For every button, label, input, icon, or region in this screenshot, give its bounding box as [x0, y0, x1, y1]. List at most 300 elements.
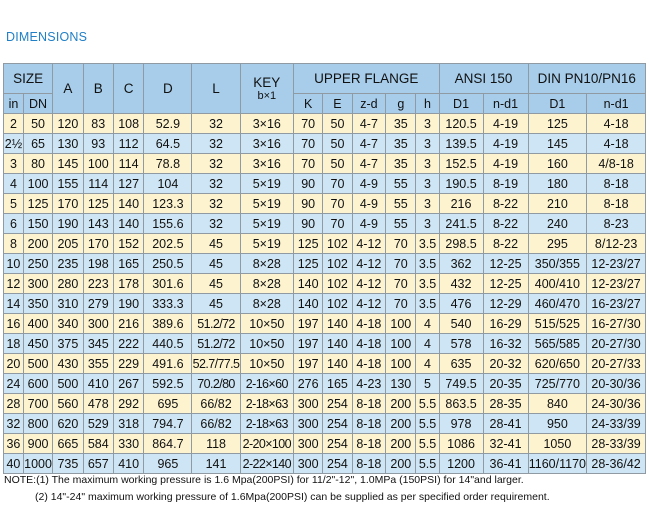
table-cell: 28-41	[483, 414, 528, 434]
table-cell: 4	[416, 354, 439, 374]
subheader-h: h	[416, 94, 439, 114]
table-cell: 51.2/72	[192, 314, 240, 334]
table-cell: 32	[192, 154, 240, 174]
table-cell: 333.3	[144, 294, 192, 314]
note-1: NOTE:(1) The maximum working pressure is 1.6 Mpa(200PSI) for 11/2"-12", 1.0MPa (150PSI) for 14"and larger.	[4, 474, 524, 486]
table-cell: 70	[386, 254, 416, 274]
table-cell: 3×16	[240, 114, 293, 134]
table-cell: 123.3	[144, 194, 192, 214]
table-cell: 3×16	[240, 154, 293, 174]
table-cell: 28-36/42	[587, 454, 646, 474]
table-cell: 190.5	[439, 174, 483, 194]
table-cell: 978	[439, 414, 483, 434]
table-cell: 140	[294, 294, 323, 314]
table-cell: 4-7	[352, 134, 386, 154]
table-cell: 112	[113, 134, 143, 154]
table-cell: 584	[83, 434, 113, 454]
table-cell: 4-18	[587, 114, 646, 134]
table-cell: 4-18	[352, 334, 386, 354]
subheader-in: in	[4, 94, 24, 114]
table-cell: 210	[528, 194, 587, 214]
table-cell: 267	[113, 374, 143, 394]
table-cell: 5×19	[240, 214, 293, 234]
table-cell: 3	[416, 194, 439, 214]
table-row	[4, 154, 646, 174]
table-cell: 355	[83, 354, 113, 374]
table-cell: 3.5	[416, 234, 439, 254]
table-cell: 100	[386, 334, 416, 354]
table-cell: 16-32	[483, 334, 528, 354]
header-ansi: ANSI 150	[439, 64, 528, 94]
table-cell: 66/82	[192, 394, 240, 414]
table-cell: 254	[323, 454, 352, 474]
table-cell: 52.7/77.5	[192, 354, 240, 374]
table-cell: 1050	[528, 434, 587, 454]
table-cell: 254	[323, 414, 352, 434]
table-cell: 155.6	[144, 214, 192, 234]
table-cell: 5×19	[240, 194, 293, 214]
table-cell: 100	[386, 354, 416, 374]
table-cell: 229	[113, 354, 143, 374]
table-cell: 28-35	[483, 394, 528, 414]
table-cell: 800	[23, 414, 52, 434]
table-cell: 16-27/30	[587, 314, 646, 334]
table-cell: 145	[528, 134, 587, 154]
table-cell: 4-9	[352, 174, 386, 194]
table-cell: 620/650	[528, 354, 587, 374]
table-cell: 36	[4, 434, 24, 454]
table-cell: 70	[294, 114, 323, 134]
table-cell: 165	[113, 254, 143, 274]
table-cell: 120	[53, 114, 83, 134]
table-cell: 145	[53, 154, 83, 174]
table-cell: 216	[113, 314, 143, 334]
table-cell: 205	[53, 234, 83, 254]
table-cell: 4-12	[352, 274, 386, 294]
table-cell: 8/12-23	[587, 234, 646, 254]
table-row	[4, 134, 646, 154]
table-cell: 410	[113, 454, 143, 474]
table-cell: 478	[83, 394, 113, 414]
table-cell: 100	[386, 314, 416, 334]
table-cell: 389.6	[144, 314, 192, 334]
table-cell: 12-23/27	[587, 254, 646, 274]
table-cell: 8×28	[240, 294, 293, 314]
table-cell: 345	[83, 334, 113, 354]
table-cell: 200	[386, 414, 416, 434]
table-cell: 152.5	[439, 154, 483, 174]
table-cell: 330	[113, 434, 143, 454]
table-cell: 35	[386, 154, 416, 174]
table-cell: 102	[323, 274, 352, 294]
table-cell: 28-33/39	[587, 434, 646, 454]
table-cell: 64.5	[144, 134, 192, 154]
table-cell: 12-23/27	[587, 274, 646, 294]
table-cell: 35	[386, 114, 416, 134]
table-cell: 2-18×63	[240, 414, 293, 434]
table-cell: 114	[83, 174, 113, 194]
table-row	[4, 414, 646, 434]
table-cell: 16	[4, 314, 24, 334]
header-b: B	[83, 64, 113, 114]
table-cell: 2-20×100	[240, 434, 293, 454]
table-cell: 55	[386, 194, 416, 214]
table-cell: 529	[83, 414, 113, 434]
table-cell: 4-23	[352, 374, 386, 394]
table-cell: 700	[23, 394, 52, 414]
table-cell: 170	[83, 234, 113, 254]
table-cell: 178	[113, 274, 143, 294]
table-cell: 16-23/27	[587, 294, 646, 314]
table-cell: 8-18	[352, 414, 386, 434]
table-cell: 340	[53, 314, 83, 334]
table-cell: 197	[294, 354, 323, 374]
table-row	[4, 214, 646, 234]
table-cell: 70	[386, 294, 416, 314]
table-cell: 70	[294, 134, 323, 154]
table-cell: 8×28	[240, 274, 293, 294]
table-cell: 8-22	[483, 194, 528, 214]
subheader-z-d: z-d	[352, 94, 386, 114]
table-cell: 235	[53, 254, 83, 274]
table-row	[4, 354, 646, 374]
table-cell: 362	[439, 254, 483, 274]
table-cell: 90	[294, 214, 323, 234]
header-a: A	[53, 64, 83, 114]
table-cell: 8	[4, 234, 24, 254]
table-cell: 4-7	[352, 114, 386, 134]
table-cell: 8×28	[240, 254, 293, 274]
table-cell: 190	[53, 214, 83, 234]
table-cell: 592.5	[144, 374, 192, 394]
table-cell: 8-18	[587, 194, 646, 214]
table-cell: 635	[439, 354, 483, 374]
table-cell: 70	[386, 274, 416, 294]
table-cell: 1200	[439, 454, 483, 474]
table-cell: 298.5	[439, 234, 483, 254]
table-cell: 45	[192, 254, 240, 274]
subheader-g: g	[386, 94, 416, 114]
table-cell: 216	[439, 194, 483, 214]
table-cell: 32	[4, 414, 24, 434]
header-key-label: KEY	[253, 75, 281, 90]
table-cell: 200	[386, 434, 416, 454]
table-cell: 4	[416, 334, 439, 354]
table-cell: 2-22×140	[240, 454, 293, 474]
table-cell: 140	[294, 274, 323, 294]
table-cell: 8-18	[352, 434, 386, 454]
table-cell: 350/355	[528, 254, 587, 274]
table-row	[4, 114, 646, 134]
table-cell: 66/82	[192, 414, 240, 434]
table-cell: 80	[23, 154, 52, 174]
table-row	[4, 294, 646, 314]
table-cell: 108	[113, 114, 143, 134]
table-cell: 254	[323, 434, 352, 454]
table-cell: 50	[23, 114, 52, 134]
table-cell: 93	[83, 134, 113, 154]
table-cell: 1086	[439, 434, 483, 454]
table-cell: 300	[294, 434, 323, 454]
table-cell: 476	[439, 294, 483, 314]
table-cell: 241.5	[439, 214, 483, 234]
header-key	[240, 64, 293, 114]
table-cell: 197	[294, 334, 323, 354]
table-cell: 5	[416, 374, 439, 394]
table-cell: 160	[528, 154, 587, 174]
table-cell: 102	[323, 254, 352, 274]
table-cell: 104	[144, 174, 192, 194]
table-cell: 279	[83, 294, 113, 314]
table-cell: 300	[294, 454, 323, 474]
table-cell: 432	[439, 274, 483, 294]
table-cell: 202.5	[144, 234, 192, 254]
dimensions-table	[3, 63, 646, 474]
table-cell: 3	[416, 154, 439, 174]
table-cell: 10×50	[240, 314, 293, 334]
table-cell: 125	[83, 194, 113, 214]
subheader-e: E	[323, 94, 352, 114]
table-cell: 70	[323, 174, 352, 194]
table-cell: 250	[23, 254, 52, 274]
subheader-din-d1: D1	[528, 94, 587, 114]
table-cell: 165	[323, 374, 352, 394]
table-cell: 695	[144, 394, 192, 414]
table-cell: 2	[4, 114, 24, 134]
table-cell: 5.5	[416, 414, 439, 434]
table-cell: 10	[4, 254, 24, 274]
table-cell: 8-18	[587, 174, 646, 194]
table-cell: 4-18	[352, 354, 386, 374]
section-title: DIMENSIONS	[6, 30, 88, 44]
subheader-dn: DN	[23, 94, 52, 114]
table-cell: 8-19	[483, 174, 528, 194]
table-cell: 5	[4, 194, 24, 214]
table-cell: 190	[113, 294, 143, 314]
table-cell: 28	[4, 394, 24, 414]
table-cell: 130	[53, 134, 83, 154]
table-cell: 540	[439, 314, 483, 334]
table-cell: 565/585	[528, 334, 587, 354]
table-cell: 12-25	[483, 254, 528, 274]
table-cell: 600	[23, 374, 52, 394]
table-cell: 90	[294, 194, 323, 214]
table-cell: 127	[113, 174, 143, 194]
table-cell: 8-22	[483, 234, 528, 254]
table-cell: 3×16	[240, 134, 293, 154]
table-cell: 55	[386, 214, 416, 234]
table-cell: 155	[53, 174, 83, 194]
table-cell: 240	[528, 214, 587, 234]
header-din: DIN PN10/PN16	[528, 64, 645, 94]
table-row	[4, 254, 646, 274]
table-cell: 223	[83, 274, 113, 294]
table-cell: 2½	[4, 134, 24, 154]
table-cell: 5.5	[416, 454, 439, 474]
table-cell: 52.9	[144, 114, 192, 134]
table-cell: 200	[386, 394, 416, 414]
table-row	[4, 314, 646, 334]
table-row	[4, 194, 646, 214]
table-cell: 83	[83, 114, 113, 134]
table-cell: 125	[528, 114, 587, 134]
header-l: L	[192, 64, 240, 114]
table-cell: 140	[323, 354, 352, 374]
table-cell: 4-18	[352, 314, 386, 334]
table-cell: 197	[294, 314, 323, 334]
table-cell: 3	[416, 114, 439, 134]
table-cell: 50	[323, 154, 352, 174]
table-cell: 10×50	[240, 334, 293, 354]
header-size: SIZE	[4, 64, 53, 94]
table-cell: 118	[192, 434, 240, 454]
table-cell: 14	[4, 294, 24, 314]
table-cell: 102	[323, 294, 352, 314]
table-cell: 45	[192, 294, 240, 314]
table-cell: 180	[528, 174, 587, 194]
table-cell: 3	[416, 174, 439, 194]
notes	[4, 472, 550, 506]
table-cell: 32	[192, 174, 240, 194]
table-cell: 32	[192, 134, 240, 154]
table-cell: 150	[23, 214, 52, 234]
table-row	[4, 174, 646, 194]
table-cell: 6	[4, 214, 24, 234]
table-cell: 3.5	[416, 294, 439, 314]
table-cell: 5×19	[240, 174, 293, 194]
table-cell: 24	[4, 374, 24, 394]
table-cell: 12	[4, 274, 24, 294]
table-cell: 32-41	[483, 434, 528, 454]
table-cell: 375	[53, 334, 83, 354]
table-cell: 440.5	[144, 334, 192, 354]
table-row	[4, 274, 646, 294]
table-cell: 250.5	[144, 254, 192, 274]
table-cell: 141	[192, 454, 240, 474]
table-cell: 500	[53, 374, 83, 394]
table-cell: 45	[192, 234, 240, 254]
table-cell: 120.5	[439, 114, 483, 134]
table-cell: 4-19	[483, 114, 528, 134]
table-cell: 12-25	[483, 274, 528, 294]
table-cell: 139.5	[439, 134, 483, 154]
table-cell: 4-19	[483, 154, 528, 174]
table-cell: 515/525	[528, 314, 587, 334]
table-row	[4, 434, 646, 454]
table-cell: 295	[528, 234, 587, 254]
table-cell: 4-18	[587, 134, 646, 154]
table-cell: 254	[323, 394, 352, 414]
table-cell: 40	[4, 454, 24, 474]
table-cell: 578	[439, 334, 483, 354]
table-cell: 350	[23, 294, 52, 314]
table-cell: 620	[53, 414, 83, 434]
table-cell: 863.5	[439, 394, 483, 414]
table-cell: 2-18×63	[240, 394, 293, 414]
header-key-sub: b×1	[257, 90, 277, 102]
subheader-ansi-n-d1: n-d1	[483, 94, 528, 114]
table-cell: 400/410	[528, 274, 587, 294]
subheader-k: K	[294, 94, 323, 114]
table-cell: 45	[192, 274, 240, 294]
table-cell: 16-29	[483, 314, 528, 334]
table-cell: 125	[294, 234, 323, 254]
subheader-din-n-d1: n-d1	[587, 94, 646, 114]
table-cell: 5.5	[416, 394, 439, 414]
table-cell: 102	[323, 234, 352, 254]
table-cell: 12-29	[483, 294, 528, 314]
table-cell: 4/8-18	[587, 154, 646, 174]
table-cell: 4-12	[352, 254, 386, 274]
table-cell: 3.5	[416, 274, 439, 294]
table-cell: 36-41	[483, 454, 528, 474]
table-cell: 900	[23, 434, 52, 454]
table-cell: 125	[294, 254, 323, 274]
table-cell: 8-22	[483, 214, 528, 234]
table-cell: 840	[528, 394, 587, 414]
table-cell: 276	[294, 374, 323, 394]
table-cell: 70	[386, 234, 416, 254]
table-cell: 3.5	[416, 254, 439, 274]
table-cell: 725/770	[528, 374, 587, 394]
table-cell: 20	[4, 354, 24, 374]
table-cell: 20-32	[483, 354, 528, 374]
table-cell: 4-12	[352, 234, 386, 254]
table-cell: 32	[192, 194, 240, 214]
table-cell: 200	[386, 454, 416, 474]
table-cell: 500	[23, 354, 52, 374]
table-cell: 3	[416, 214, 439, 234]
table-cell: 280	[53, 274, 83, 294]
table-cell: 32	[192, 114, 240, 134]
table-cell: 200	[23, 234, 52, 254]
table-cell: 2-16×60	[240, 374, 293, 394]
table-cell: 5.5	[416, 434, 439, 454]
table-cell: 4-9	[352, 214, 386, 234]
table-cell: 10×50	[240, 354, 293, 374]
table-cell: 20-30/36	[587, 374, 646, 394]
table-cell: 4-12	[352, 294, 386, 314]
table-cell: 170	[53, 194, 83, 214]
table-cell: 864.7	[144, 434, 192, 454]
table-cell: 1160/1170	[528, 454, 587, 474]
table-row	[4, 334, 646, 354]
table-cell: 5×19	[240, 234, 293, 254]
subheader-ansi-d1: D1	[439, 94, 483, 114]
table-cell: 4	[416, 314, 439, 334]
table-cell: 24-30/36	[587, 394, 646, 414]
table-cell: 292	[113, 394, 143, 414]
table-cell: 70	[323, 214, 352, 234]
table-cell: 950	[528, 414, 587, 434]
table-cell: 70	[294, 154, 323, 174]
table-cell: 300	[23, 274, 52, 294]
table-cell: 4-19	[483, 134, 528, 154]
table-cell: 65	[23, 134, 52, 154]
table-cell: 125	[23, 194, 52, 214]
table-cell: 198	[83, 254, 113, 274]
note-2: (2) 14"-24" maximum working pressure of 1.6Mpa(200PSI) can be supplied as per specified order requirement.	[35, 491, 550, 503]
table-cell: 143	[83, 214, 113, 234]
table-cell: 300	[294, 394, 323, 414]
table-cell: 735	[53, 454, 83, 474]
table-cell: 794.7	[144, 414, 192, 434]
table-cell: 51.2/72	[192, 334, 240, 354]
table-cell: 8-18	[352, 454, 386, 474]
table-cell: 3	[4, 154, 24, 174]
table-cell: 55	[386, 174, 416, 194]
table-cell: 8-18	[352, 394, 386, 414]
